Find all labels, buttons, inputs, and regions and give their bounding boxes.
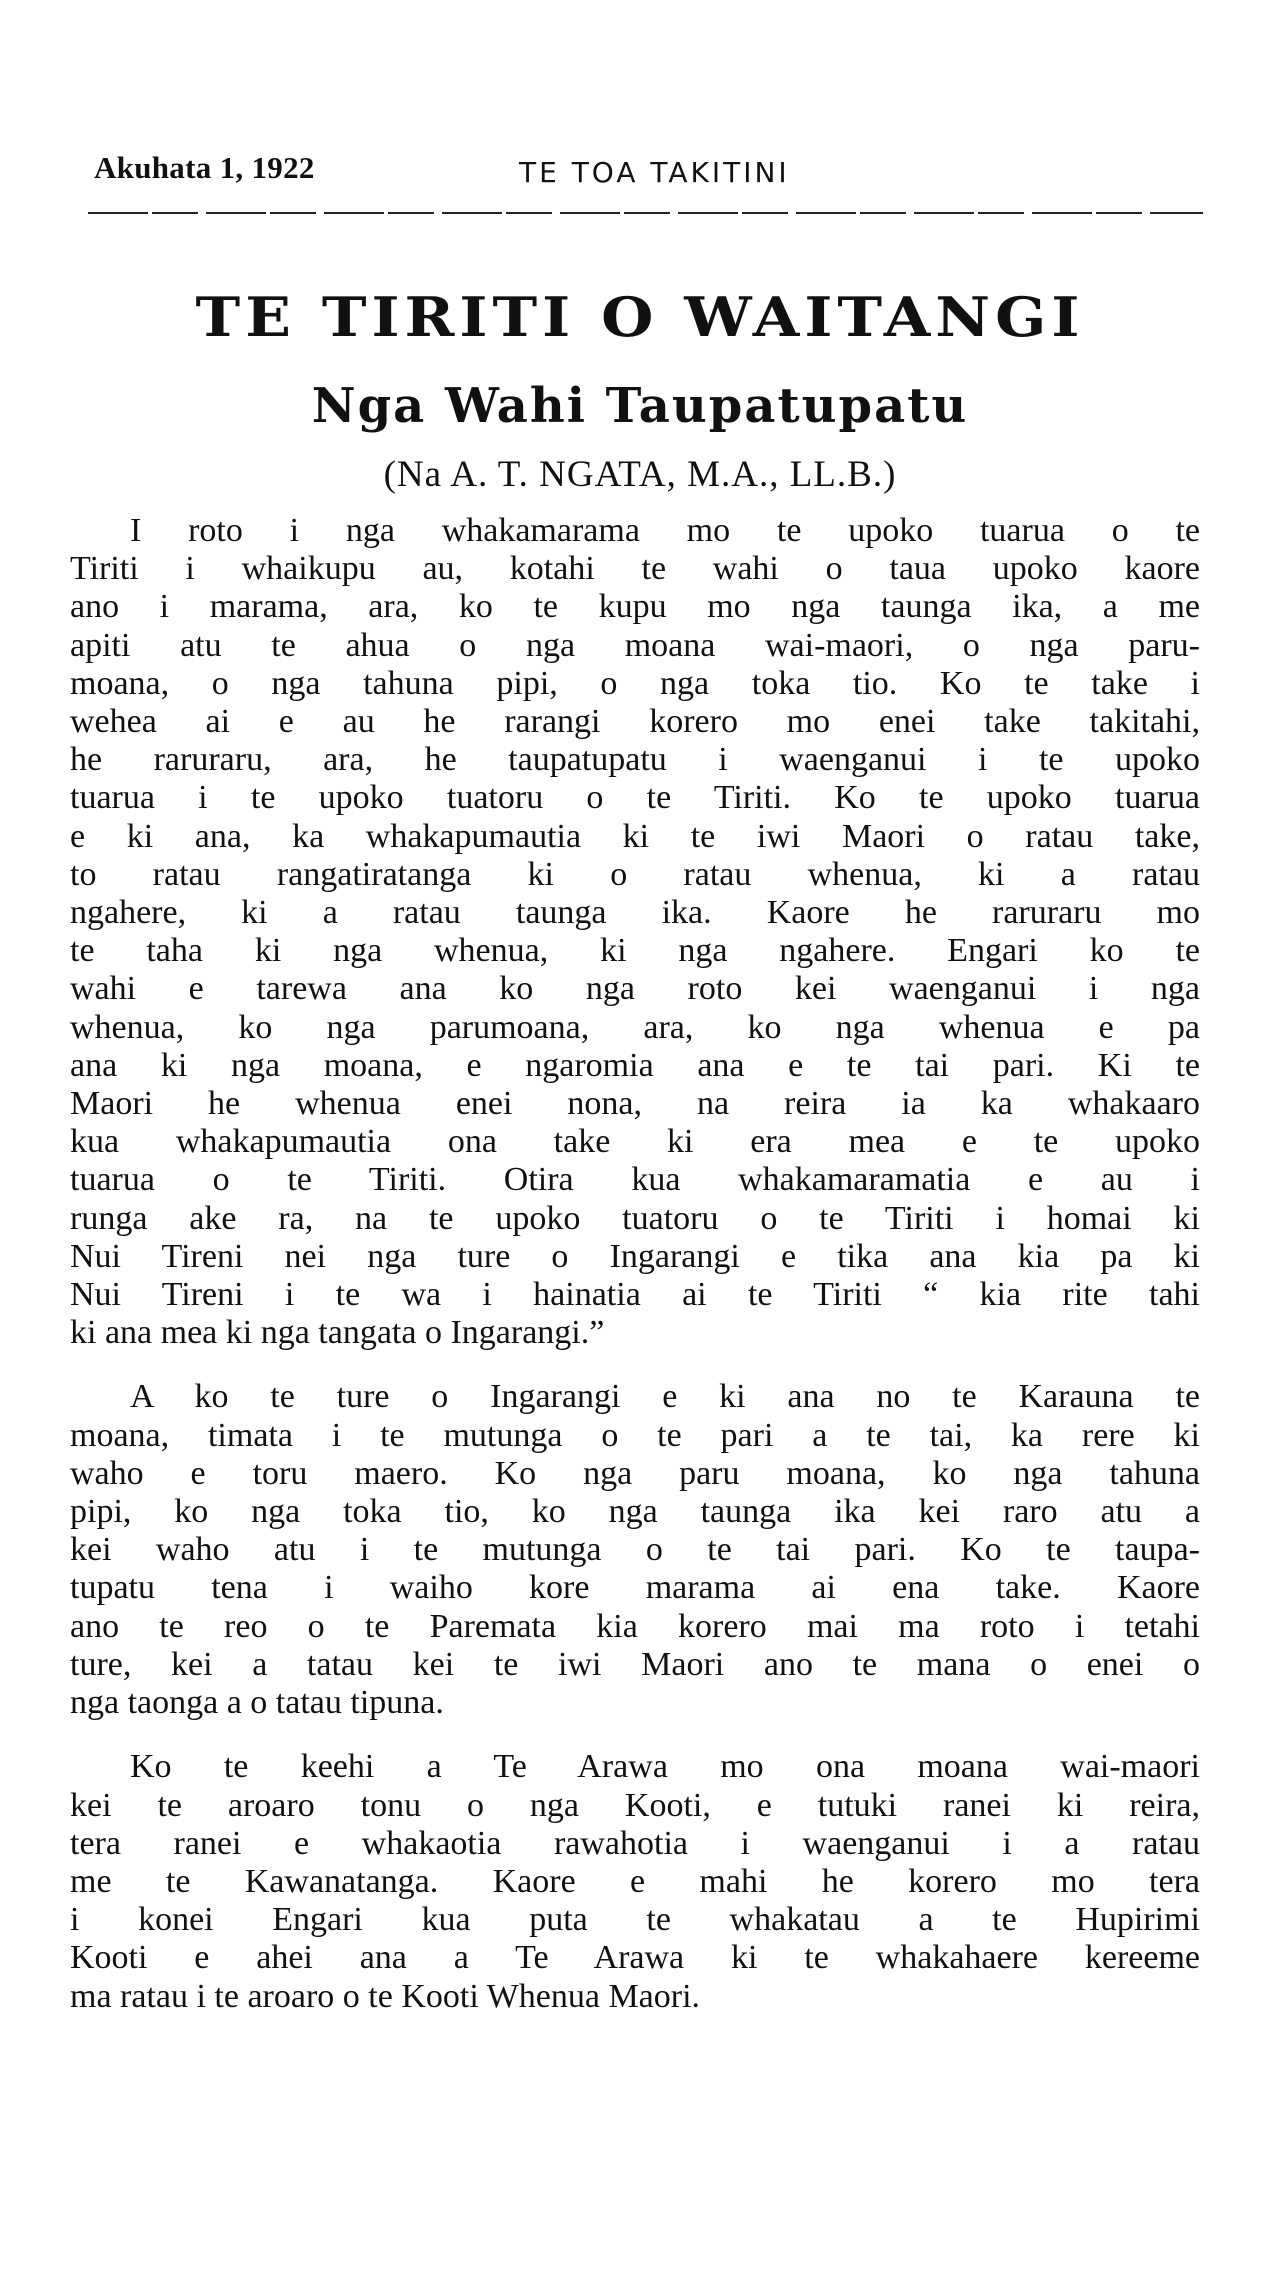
text-line: tera ranei e whakaotia rawahotia i waenganui i a ratau	[70, 1824, 1200, 1862]
text-line: tuarua o te Tiriti. Otira kua whakamaramatia e au i	[70, 1161, 1200, 1199]
text-line: wehea ai e au he rarangi korero mo enei take takitahi,	[70, 703, 1200, 741]
text-line: Kooti e ahei ana a Te Arawa ki te whakahaere kereeme	[70, 1939, 1200, 1977]
text-line: ma ratau i te aroaro o te Kooti Whenua Maori.	[70, 1977, 701, 2015]
text-line: ano i marama, ara, ko te kupu mo nga taunga ika, a me	[70, 588, 1200, 626]
text-line: kei waho atu i te mutunga o te tai pari. Ko te taupa-	[70, 1531, 1200, 1569]
paragraph-1	[70, 512, 1200, 1352]
issue-date: Akuhata 1, 1922	[94, 150, 315, 185]
text-line: he raruraru, ara, he taupatupatu i waenganui i te upoko	[70, 741, 1200, 779]
text-line: wahi e tarewa ana ko nga roto kei waenganui i nga	[70, 970, 1200, 1008]
paragraph-3	[70, 1748, 1200, 2015]
text-line: te taha ki nga whenua, ki nga ngahere. Engari ko te	[70, 932, 1200, 970]
article-body	[70, 512, 1200, 2016]
text-line: kua whakapumautia ona take ki era mea e te upoko	[70, 1123, 1200, 1161]
text-line: e ki ana, ka whakapumautia ki te iwi Maori o ratau take,	[70, 817, 1200, 855]
text-line: runga ake ra, na te upoko tuatoru o te Tiriti i homai ki	[70, 1199, 1200, 1237]
text-line: pipi, ko nga toka tio, ko nga taunga ika kei raro atu a	[70, 1493, 1200, 1531]
text-line: Nui Tireni nei nga ture o Ingarangi e tika ana kia pa ki	[70, 1237, 1200, 1275]
journal-name: TE TOA TAKITINI	[519, 156, 790, 189]
text-line: moana, o nga tahuna pipi, o nga toka tio. Ko te take i	[70, 664, 1200, 702]
article-title: TE TIRITI O WAITANGI	[195, 286, 1085, 350]
header-rule	[88, 212, 1203, 214]
text-line: ture, kei a tatau kei te iwi Maori ano te mana o enei o	[70, 1645, 1200, 1683]
running-head	[94, 150, 1204, 200]
text-line: I roto i nga whakamarama mo te upoko tuarua o te	[130, 512, 1200, 549]
text-line: A ko te ture o Ingarangi e ki ana no te Karauna te	[130, 1378, 1200, 1416]
text-line: ano te reo o te Paremata kia korero mai ma roto i tetahi	[70, 1607, 1200, 1645]
text-line: Ko te keehi a Te Arawa mo ona moana wai-maori	[130, 1748, 1200, 1786]
article-subtitle: Nga Wahi Taupatupatu	[311, 378, 969, 434]
text-line: tupatu tena i waiho kore marama ai ena take. Kaore	[70, 1569, 1200, 1607]
text-line: ana ki nga moana, e ngaromia ana e te tai pari. Ki te	[70, 1046, 1200, 1084]
paragraph-gap	[70, 1722, 1200, 1748]
text-line: me te Kawanatanga. Kaore e mahi he korero mo tera	[70, 1862, 1200, 1900]
text-line: ki ana mea ki nga tangata o Ingarangi.”	[70, 1314, 605, 1352]
text-line: moana, timata i te mutunga o te pari a te tai, ka rere ki	[70, 1416, 1200, 1454]
text-line: kei te aroaro tonu o nga Kooti, e tutuki ranei ki reira,	[70, 1786, 1200, 1824]
text-line: to ratau rangatiratanga ki o ratau whenua, ki a ratau	[70, 855, 1200, 893]
text-line: apiti atu te ahua o nga moana wai-maori, o nga paru-	[70, 626, 1200, 664]
paragraph-2	[70, 1378, 1200, 1722]
text-line: nga taonga a o tatau tipuna.	[70, 1684, 444, 1722]
text-line: whenua, ko nga parumoana, ara, ko nga whenua e pa	[70, 1008, 1200, 1046]
text-line: waho e toru maero. Ko nga paru moana, ko nga tahuna	[70, 1454, 1200, 1492]
article-byline: (Na A. T. NGATA, M.A., LL.B.)	[383, 454, 897, 495]
paragraph-gap	[70, 1352, 1200, 1378]
text-line: ngahere, ki a ratau taunga ika. Kaore he raruraru mo	[70, 894, 1200, 932]
text-line: Nui Tireni i te wa i hainatia ai te Tiriti “ kia rite tahi	[70, 1276, 1200, 1314]
text-line: tuarua i te upoko tuatoru o te Tiriti. Ko te upoko tuarua	[70, 779, 1200, 817]
text-line: i konei Engari kua puta te whakatau a te Hupirimi	[70, 1901, 1200, 1939]
text-line: Tiriti i whaikupu au, kotahi te wahi o taua upoko kaore	[70, 550, 1200, 588]
text-line: Maori he whenua enei nona, na reira ia ka whakaaro	[70, 1085, 1200, 1123]
